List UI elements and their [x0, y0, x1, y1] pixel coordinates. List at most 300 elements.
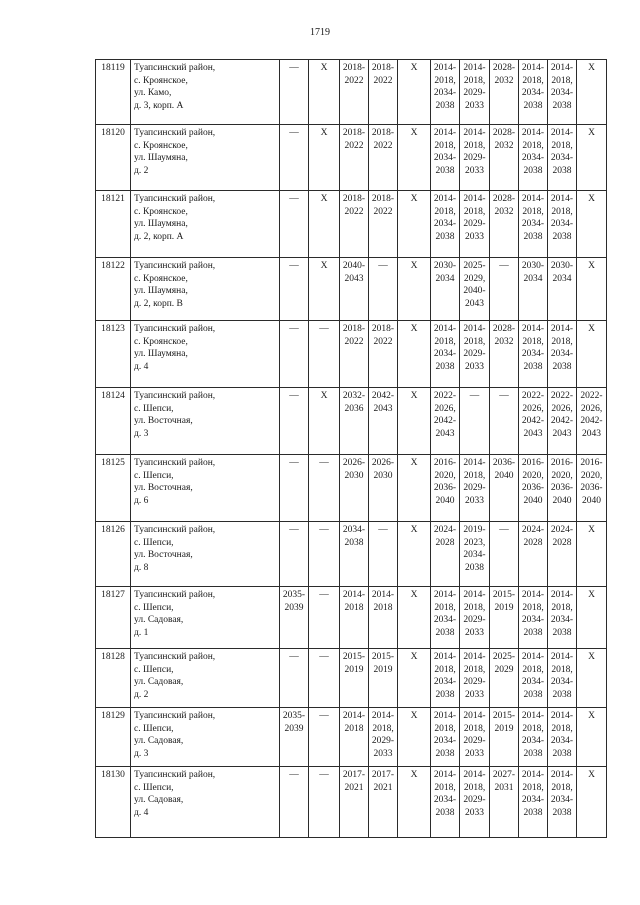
period-cell-4 [369, 258, 398, 321]
period-cell-11 [577, 455, 607, 522]
period-cell-2 [309, 522, 340, 587]
period-cell-3 [340, 455, 369, 522]
address-text: Туапсинский район, с. Шепси, ул. Садовая, д. 1 [134, 590, 216, 638]
period-text: 2028- 2032 [492, 324, 516, 347]
period-cell-11 [577, 767, 607, 838]
period-cell-2 [309, 767, 340, 838]
period-cell-11 [577, 125, 607, 191]
period-cell-5 [398, 125, 431, 191]
period-text: X [320, 261, 328, 271]
period-cell-4 [369, 522, 398, 587]
period-cell-6 [431, 388, 460, 455]
period-text: 2022- 2026, 2042- 2043 [580, 391, 603, 439]
address-cell [131, 708, 280, 767]
period-text: 2025- 2029 [492, 652, 516, 675]
period-cell-1 [280, 60, 309, 125]
row-number-cell: 18125 [96, 455, 131, 522]
period-text: 2014- 2018, 2034- 2038 [433, 770, 457, 818]
period-cell-9 [519, 321, 548, 388]
period-text: 2034- 2038 [342, 525, 366, 548]
table-body [96, 60, 607, 838]
period-text: 2014- 2018, 2034- 2038 [550, 652, 574, 700]
period-cell-7 [460, 321, 490, 388]
period-text: 2016- 2020, 2036- 2040 [550, 458, 574, 506]
period-text: 2036- 2040 [492, 458, 516, 481]
period-text: 2014- 2018 [342, 590, 366, 613]
period-cell-8 [490, 258, 519, 321]
period-cell-9 [519, 191, 548, 258]
table-row [96, 60, 607, 125]
period-cell-9 [519, 522, 548, 587]
address-text: Туапсинский район, с. Шепси, ул. Восточная, д. 8 [134, 525, 216, 573]
period-text: 2014- 2018, 2034- 2038 [433, 652, 457, 700]
period-text: — [319, 711, 329, 721]
period-text: X [410, 652, 418, 662]
period-text: 2014- 2018, 2029- 2033 [371, 711, 395, 759]
period-cell-2 [309, 191, 340, 258]
period-text: 2014- 2018, 2029- 2033 [463, 63, 486, 111]
page-number: 1719 [310, 27, 330, 38]
table-row [96, 649, 607, 708]
period-cell-7 [460, 125, 490, 191]
period-text: — [319, 458, 329, 468]
period-text: X [410, 525, 418, 535]
period-cell-9 [519, 388, 548, 455]
period-cell-7 [460, 587, 490, 649]
period-cell-6 [431, 587, 460, 649]
period-cell-1 [280, 708, 309, 767]
row-number-cell: 18123 [96, 321, 131, 388]
period-text: 2014- 2018, 2034- 2038 [521, 128, 545, 176]
period-text: 2032- 2036 [342, 391, 366, 414]
period-cell-9 [519, 455, 548, 522]
period-text: 2014- 2018, 2034- 2038 [433, 128, 457, 176]
period-text: 2018- 2022 [371, 63, 395, 86]
period-cell-8 [490, 191, 519, 258]
period-cell-8 [490, 60, 519, 125]
period-cell-9 [519, 649, 548, 708]
period-cell-11 [577, 587, 607, 649]
period-cell-4 [369, 587, 398, 649]
period-cell-5 [398, 455, 431, 522]
period-text: 2014- 2018, 2034- 2038 [550, 590, 574, 638]
period-text: X [588, 711, 595, 721]
period-text: X [320, 391, 328, 401]
period-cell-5 [398, 191, 431, 258]
period-cell-7 [460, 708, 490, 767]
period-cell-4 [369, 125, 398, 191]
period-text: — [289, 63, 299, 73]
period-text: — [289, 391, 299, 401]
period-cell-6 [431, 125, 460, 191]
period-text: 2015- 2019 [371, 652, 395, 675]
period-cell-2 [309, 455, 340, 522]
period-text: 2018- 2022 [371, 324, 395, 347]
period-cell-10 [548, 522, 577, 587]
period-cell-4 [369, 708, 398, 767]
table-row [96, 321, 607, 388]
table-row [96, 587, 607, 649]
period-cell-2 [309, 587, 340, 649]
period-text: 2026- 2030 [342, 458, 366, 481]
period-text: — [378, 261, 388, 271]
period-cell-2 [309, 649, 340, 708]
period-text: — [319, 652, 329, 662]
period-cell-1 [280, 191, 309, 258]
period-text: 2014- 2018, 2029- 2033 [463, 324, 486, 372]
period-cell-10 [548, 60, 577, 125]
period-cell-2 [309, 708, 340, 767]
period-cell-3 [340, 125, 369, 191]
period-cell-8 [490, 125, 519, 191]
period-text: X [410, 590, 418, 600]
period-cell-5 [398, 767, 431, 838]
address-text: Туапсинский район, с. Кроянское, ул. Шаумяна, д. 2, корп. А [134, 194, 216, 242]
period-text: 2016- 2020, 2036- 2040 [521, 458, 545, 506]
row-number-cell: 18129 [96, 708, 131, 767]
period-text: 2022- 2026, 2042- 2043 [521, 391, 545, 439]
period-text: — [289, 770, 299, 780]
period-text: X [410, 63, 418, 73]
period-text: 2035- 2039 [282, 711, 306, 734]
period-text: — [289, 261, 299, 271]
period-text: 2019- 2023, 2034- 2038 [463, 525, 486, 573]
row-number-cell: 18130 [96, 767, 131, 838]
table-row [96, 258, 607, 321]
period-cell-9 [519, 587, 548, 649]
period-cell-1 [280, 649, 309, 708]
period-cell-6 [431, 455, 460, 522]
period-cell-3 [340, 587, 369, 649]
period-cell-1 [280, 321, 309, 388]
period-text: 2024- 2028 [433, 525, 457, 548]
period-text: X [588, 194, 595, 204]
row-number-cell: 18127 [96, 587, 131, 649]
period-text: X [410, 711, 418, 721]
address-text: Туапсинский район, с. Кроянское, ул. Шаумяна, д. 2 [134, 128, 216, 176]
period-cell-10 [548, 708, 577, 767]
address-text: Туапсинский район, с. Кроянское, ул. Шаумяна, д. 4 [134, 324, 216, 372]
period-text: — [289, 458, 299, 468]
address-text: Туапсинский район, с. Кроянское, ул. Камо, д. 3, корп. А [134, 63, 216, 111]
period-cell-6 [431, 191, 460, 258]
period-cell-7 [460, 522, 490, 587]
address-cell [131, 388, 280, 455]
address-cell [131, 125, 280, 191]
period-cell-1 [280, 125, 309, 191]
period-text: 2026- 2030 [371, 458, 395, 481]
period-text: — [469, 391, 480, 401]
period-text: 2014- 2018, 2034- 2038 [433, 194, 457, 242]
period-text: 2024- 2028 [550, 525, 574, 548]
period-cell-6 [431, 60, 460, 125]
period-text: 2014- 2018, 2034- 2038 [550, 711, 574, 759]
period-text: — [319, 525, 329, 535]
address-cell [131, 649, 280, 708]
address-cell [131, 522, 280, 587]
period-text: 2014- 2018, 2034- 2038 [521, 590, 545, 638]
period-cell-8 [490, 455, 519, 522]
address-cell [131, 60, 280, 125]
row-number-cell: 18126 [96, 522, 131, 587]
period-cell-10 [548, 767, 577, 838]
period-cell-5 [398, 649, 431, 708]
address-cell [131, 455, 280, 522]
period-text: X [588, 261, 595, 271]
period-cell-9 [519, 125, 548, 191]
address-text: Туапсинский район, с. Шепси, ул. Восточная, д. 3 [134, 391, 216, 439]
table-row [96, 708, 607, 767]
period-text: 2022- 2026, 2042- 2043 [550, 391, 574, 439]
period-text: 2014- 2018, 2034- 2038 [521, 770, 545, 818]
table-row [96, 767, 607, 838]
period-cell-1 [280, 587, 309, 649]
address-cell [131, 191, 280, 258]
period-text: X [588, 770, 595, 780]
period-text: X [588, 652, 595, 662]
period-cell-7 [460, 258, 490, 321]
period-text: 2025- 2029, 2040- 2043 [463, 261, 486, 309]
period-cell-7 [460, 191, 490, 258]
period-cell-11 [577, 321, 607, 388]
period-cell-1 [280, 767, 309, 838]
period-text: 2014- 2018, 2034- 2038 [521, 63, 545, 111]
period-text: — [289, 525, 299, 535]
period-cell-2 [309, 321, 340, 388]
period-text: 2014- 2018, 2034- 2038 [550, 63, 574, 111]
period-text: 2014- 2018, 2034- 2038 [433, 63, 457, 111]
period-text: 2014- 2018, 2029- 2033 [463, 194, 486, 242]
period-cell-3 [340, 258, 369, 321]
period-text: 2014- 2018, 2029- 2033 [463, 128, 486, 176]
period-text: 2030- 2034 [433, 261, 457, 284]
period-text: — [289, 652, 299, 662]
period-cell-3 [340, 708, 369, 767]
period-text: — [319, 590, 329, 600]
period-text: X [588, 324, 595, 334]
period-text: 2014- 2018, 2029- 2033 [463, 590, 486, 638]
period-text: 2035- 2039 [282, 590, 306, 613]
period-text: 2017- 2021 [371, 770, 395, 793]
repair-schedule-table [95, 59, 607, 838]
period-text: 2028- 2032 [492, 63, 516, 86]
period-text: 2028- 2032 [492, 194, 516, 217]
period-cell-4 [369, 649, 398, 708]
period-text: 2015- 2019 [342, 652, 366, 675]
period-cell-10 [548, 191, 577, 258]
period-text: X [410, 128, 418, 138]
period-cell-9 [519, 767, 548, 838]
period-text: 2042- 2043 [371, 391, 395, 414]
row-number-cell: 18121 [96, 191, 131, 258]
period-text: 2018- 2022 [342, 324, 366, 347]
period-cell-6 [431, 321, 460, 388]
period-cell-1 [280, 455, 309, 522]
period-cell-4 [369, 191, 398, 258]
period-text: 2016- 2020, 2036- 2040 [433, 458, 457, 506]
period-cell-10 [548, 125, 577, 191]
period-cell-10 [548, 321, 577, 388]
period-cell-5 [398, 321, 431, 388]
row-number-cell: 18122 [96, 258, 131, 321]
address-cell [131, 767, 280, 838]
period-cell-5 [398, 258, 431, 321]
period-cell-2 [309, 125, 340, 191]
period-cell-9 [519, 60, 548, 125]
row-number-cell: 18120 [96, 125, 131, 191]
period-cell-1 [280, 522, 309, 587]
period-cell-8 [490, 649, 519, 708]
period-text: 2014- 2018, 2034- 2038 [521, 652, 545, 700]
table-row [96, 191, 607, 258]
period-cell-11 [577, 649, 607, 708]
period-cell-8 [490, 708, 519, 767]
period-text: 2040- 2043 [342, 261, 366, 284]
period-text: 2016- 2020, 2036- 2040 [580, 458, 603, 506]
period-text: X [410, 324, 418, 334]
period-text: X [410, 391, 418, 401]
period-text: X [588, 63, 595, 73]
period-cell-4 [369, 60, 398, 125]
period-text: 2030- 2034 [521, 261, 545, 284]
period-text: 2017- 2021 [342, 770, 366, 793]
period-cell-9 [519, 708, 548, 767]
table-row [96, 455, 607, 522]
period-cell-10 [548, 649, 577, 708]
period-cell-10 [548, 258, 577, 321]
row-number-cell: 18128 [96, 649, 131, 708]
table-row [96, 388, 607, 455]
period-cell-8 [490, 321, 519, 388]
period-text: — [319, 770, 329, 780]
period-cell-2 [309, 60, 340, 125]
address-text: Туапсинский район, с. Шепси, ул. Садовая, д. 3 [134, 711, 216, 759]
period-text: X [410, 194, 418, 204]
period-cell-5 [398, 587, 431, 649]
period-cell-4 [369, 388, 398, 455]
period-text: 2018- 2022 [342, 194, 366, 217]
table-row [96, 522, 607, 587]
period-text: 2014- 2018, 2029- 2033 [463, 652, 486, 700]
period-text: 2014- 2018 [371, 590, 395, 613]
period-cell-7 [460, 388, 490, 455]
row-number-cell: 18124 [96, 388, 131, 455]
period-text: 2018- 2022 [342, 63, 366, 86]
period-cell-8 [490, 388, 519, 455]
period-text: 2014- 2018, 2029- 2033 [463, 458, 486, 506]
period-text: 2014- 2018 [342, 711, 366, 734]
address-text: Туапсинский район, с. Шепси, ул. Садовая, д. 4 [134, 770, 216, 818]
period-cell-7 [460, 60, 490, 125]
period-cell-10 [548, 455, 577, 522]
period-text: — [378, 525, 388, 535]
period-text: — [289, 324, 299, 334]
period-cell-3 [340, 522, 369, 587]
address-text: Туапсинский район, с. Кроянское, ул. Шаумяна, д. 2, корп. В [134, 261, 216, 309]
period-text: X [588, 590, 595, 600]
period-text: 2014- 2018, 2034- 2038 [521, 711, 545, 759]
period-cell-1 [280, 258, 309, 321]
period-text: 2024- 2028 [521, 525, 545, 548]
period-cell-9 [519, 258, 548, 321]
period-cell-3 [340, 191, 369, 258]
period-cell-5 [398, 388, 431, 455]
address-cell [131, 321, 280, 388]
address-text: Туапсинский район, с. Шепси, ул. Садовая, д. 2 [134, 652, 216, 700]
period-cell-11 [577, 388, 607, 455]
period-text: 2014- 2018, 2034- 2038 [433, 590, 457, 638]
period-cell-11 [577, 191, 607, 258]
period-cell-8 [490, 587, 519, 649]
period-text: — [289, 128, 299, 138]
period-text: X [410, 458, 418, 468]
period-text: 2030- 2034 [550, 261, 574, 284]
period-text: 2015- 2019 [492, 590, 516, 613]
period-cell-6 [431, 649, 460, 708]
row-number-cell: 18119 [96, 60, 131, 125]
period-text: 2028- 2032 [492, 128, 516, 151]
period-cell-3 [340, 767, 369, 838]
period-text: X [410, 770, 418, 780]
address-cell [131, 587, 280, 649]
period-cell-5 [398, 708, 431, 767]
period-cell-8 [490, 767, 519, 838]
period-cell-3 [340, 321, 369, 388]
period-text: 2018- 2022 [342, 128, 366, 151]
period-text: — [289, 194, 299, 204]
period-text: X [320, 128, 328, 138]
address-text: Туапсинский район, с. Шепси, ул. Восточная, д. 6 [134, 458, 216, 506]
period-cell-6 [431, 258, 460, 321]
period-text: X [320, 194, 328, 204]
period-cell-6 [431, 767, 460, 838]
table-row [96, 125, 607, 191]
period-text: 2015- 2019 [492, 711, 516, 734]
period-cell-7 [460, 767, 490, 838]
period-text: — [499, 391, 509, 401]
period-cell-3 [340, 388, 369, 455]
period-text: 2018- 2022 [371, 128, 395, 151]
period-cell-10 [548, 388, 577, 455]
period-cell-4 [369, 455, 398, 522]
period-cell-7 [460, 649, 490, 708]
period-cell-11 [577, 60, 607, 125]
period-cell-6 [431, 708, 460, 767]
period-cell-3 [340, 649, 369, 708]
period-text: 2018- 2022 [371, 194, 395, 217]
period-cell-6 [431, 522, 460, 587]
period-text: X [410, 261, 418, 271]
period-text: 2014- 2018, 2034- 2038 [550, 770, 574, 818]
period-text: X [320, 63, 328, 73]
period-text: — [319, 324, 329, 334]
period-cell-3 [340, 60, 369, 125]
period-text: 2014- 2018, 2034- 2038 [433, 324, 457, 372]
period-text: 2022- 2026, 2042- 2043 [433, 391, 457, 439]
period-text: 2027- 2031 [492, 770, 516, 793]
period-text: 2014- 2018, 2034- 2038 [550, 194, 574, 242]
period-text: 2014- 2018, 2034- 2038 [521, 324, 545, 372]
period-cell-11 [577, 522, 607, 587]
period-cell-8 [490, 522, 519, 587]
period-cell-4 [369, 767, 398, 838]
period-cell-2 [309, 258, 340, 321]
period-text: X [588, 525, 595, 535]
period-cell-11 [577, 708, 607, 767]
period-cell-7 [460, 455, 490, 522]
period-text: — [499, 261, 509, 271]
period-cell-5 [398, 522, 431, 587]
